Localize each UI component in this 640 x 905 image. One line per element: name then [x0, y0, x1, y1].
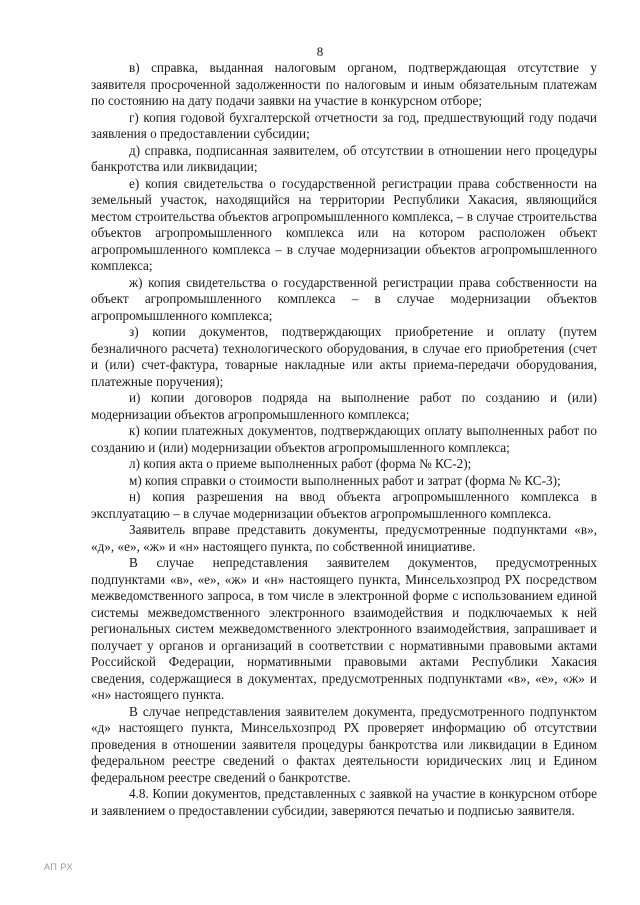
document-body	[91, 60, 597, 819]
paragraph-interagency-request: В случае непредставления заявителем документов, предусмотренных подпунктами «в», «е», «ж» и «н» настоящего пункта, Минсельхозпрод РХ посредством межведомственного запроса, в том числе в электронной форме с использованием единой системы межведомственного электронного взаимодействия и подключаемых к ней региональных систем межведомственного электронного взаимодействия, запрашивает и получает у органов и организаций в соответствии с нормативными правовыми актами Российской Федерации, нормативными правовыми актами Республики Хакасия сведения, содержащиеся в документах, предусмотренных подпунктами «в», «е», «ж» и «н» настоящего пункта.	[91, 555, 597, 702]
footer-mark: АП РХ	[44, 862, 73, 872]
paragraph-g: г) копия годовой бухгалтерской отчетности за год, предшествующий году подачи заявления о предоставлении субсидии;	[91, 109, 597, 141]
paragraph-l: л) копия акта о приеме выполненных работ (форма № КС-2);	[129, 456, 472, 471]
paragraph-n: н) копия разрешения на ввод объекта агропромышленного комплекса в эксплуатацию – в случае модернизации объектов агропромышленного комплекса.	[91, 489, 597, 521]
paragraph-applicant-right: Заявитель вправе представить документы, предусмотренные подпунктами «в», «д», «е», «ж» и «н» настоящего пункта, по собственной инициативе.	[91, 522, 597, 554]
paragraph-4-8: 4.8. Копии документов, представленных с заявкой на участие в конкурсном отборе и заявлением о предоставлении субсидии, заверяются печатью и подписью заявителя.	[91, 786, 597, 818]
paragraph-i: и) копии договоров подряда на выполнение работ по созданию и (или) модернизации объектов агропромышленного комплекса;	[91, 390, 597, 422]
paragraph-v: в) справка, выданная налоговым органом, подтверждающая отсутствие у заявителя просроченной задолженности по налоговым и иным обязательным платежам по состоянию на дату подачи заявки на участие в конкурсном отборе;	[91, 60, 597, 108]
paragraph-zh: ж) копия свидетельства о государственной регистрации права собственности на объект агропромышленного комплекса – в случае модернизации объектов агропромышленного комплекса;	[91, 274, 597, 323]
paragraph-k: к) копии платежных документов, подтверждающих оплату выполненных работ по созданию и (или) модернизации объектов агропромышленного комплекса;	[91, 423, 597, 455]
paragraph-z: з) копии документов, подтверждающих приобретение и оплату (путем безналичного расчета) технологического оборудования, в случае его приобретения (счет и (или) счет-фактура, товарные накладные или акты приема-передачи оборудования, платежные поручения);	[91, 324, 597, 389]
page-number: 8	[316, 44, 324, 59]
paragraph-d: д) справка, подписанная заявителем, об отсутствии в отношении него процедуры банкротства или ликвидации;	[91, 142, 597, 174]
paragraph-e: е) копия свидетельства о государственной регистрации права собственности на земельный участок, находящийся на территории Республики Хакасия, являющийся местом строительства объектов агропромышленного комплекса, – в случае строительства объектов агропромышленного комплекса или на котором расположен объект агропромышленного комплекса – в случае модернизации объектов агропромышленного комплекса;	[91, 175, 597, 273]
paragraph-bankruptcy-check: В случае непредставления заявителем документа, предусмотренного подпунктом «д» настоящего пункта, Минсельхозпрод РХ проверяет информацию об отсутствии проведения в отношении заявителя процедуры банкротства или ликвидации в Едином федеральном реестре сведений о фактах деятельности юридических лиц и Едином федеральном реестре сведений о банкротстве.	[91, 703, 597, 785]
paragraph-m: м) копия справки о стоимости выполненных работ и затрат (форма № КС-3);	[129, 472, 561, 488]
